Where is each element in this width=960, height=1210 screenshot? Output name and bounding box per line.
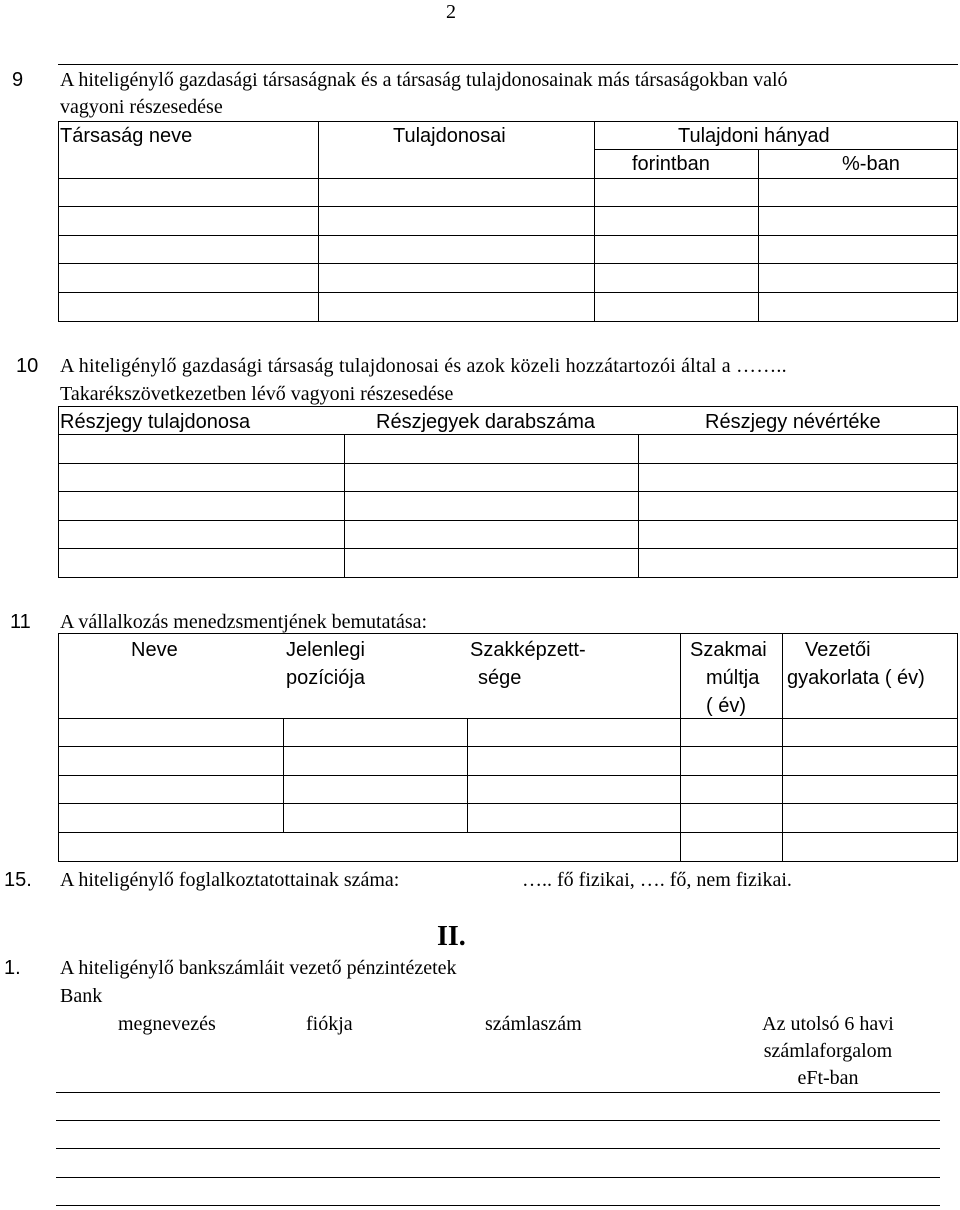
section10-title-line1: A hiteligénylő gazdasági társaság tulajdonosai és azok közeli hozzátartozói által a ……..: [60, 355, 787, 377]
section11-header-past-l2: múltja: [706, 667, 760, 689]
section11-header-lead-l2: gyakorlata ( év): [787, 667, 925, 689]
section10-header-count: Részjegyek darabszáma: [376, 411, 595, 433]
section9-header-percent: %-ban: [842, 153, 900, 175]
section1-header-turnover-l2: számlaforgalom: [763, 1040, 893, 1062]
section9-title-line2: vagyoni részesedése: [60, 96, 223, 118]
section9-number: 9: [12, 69, 24, 91]
section11-number: 11: [10, 611, 31, 633]
section1-title: A hiteligénylő bankszámláit vezető pénzintézetek: [60, 957, 457, 979]
page-number: 2: [446, 1, 456, 23]
section10-title-line2: Takarékszövetkezetben lévő vagyoni részesedése: [60, 383, 454, 405]
section9-header-owners: Tulajdonosai: [393, 125, 506, 147]
section1-header-account: számlaszám: [485, 1013, 582, 1035]
section10-number: 10: [16, 355, 39, 377]
section1-bank-label: Bank: [60, 985, 103, 1007]
section11-header-past-l3: ( év): [706, 695, 746, 717]
section1-header-branch: fiókja: [306, 1013, 353, 1035]
section15-label: A hiteligénylő foglalkoztatottainak száma:: [60, 869, 400, 891]
section15-number: 15.: [4, 869, 32, 891]
section11-header-lead-l1: Vezetői: [805, 639, 871, 661]
section10-header-value: Részjegy névértéke: [705, 411, 881, 433]
section1-number: 1.: [4, 957, 21, 979]
section11-header-past-l1: Szakmai: [690, 639, 767, 661]
section11-header-name: Neve: [131, 639, 178, 661]
part-heading: II.: [437, 921, 466, 952]
section11-header-qualification-l1: Szakképzett-: [470, 639, 586, 661]
section11-title: A vállalkozás menedzsmentjének bemutatása:: [60, 611, 428, 633]
section11-header-position-l1: Jelenlegi: [286, 639, 365, 661]
section11-header-position-l2: pozíciója: [286, 667, 365, 689]
section9-header-company: Társaság neve: [60, 125, 193, 147]
section11-header-qualification-l2: sége: [478, 667, 522, 689]
section9-title-line1: A hiteligénylő gazdasági társaságnak és a társaság tulajdonosainak más társaságokban való: [60, 69, 788, 91]
section1-header-turnover-l3: eFt-ban: [797, 1067, 859, 1089]
section9-top-rule: [58, 64, 958, 65]
section9-header-share: Tulajdoni hányad: [678, 125, 830, 147]
section1-header-turnover-l1: Az utolsó 6 havi: [762, 1013, 894, 1035]
section15-value: ….. fő fizikai, …. fő, nem fizikai.: [522, 869, 792, 891]
section9-header-forint: forintban: [632, 153, 710, 175]
section10-header-owner: Részjegy tulajdonosa: [60, 411, 251, 433]
section1-header-name: megnevezés: [118, 1013, 216, 1035]
